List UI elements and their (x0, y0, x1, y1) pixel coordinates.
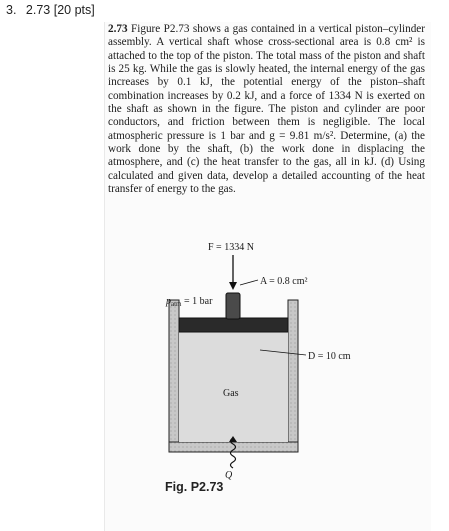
problem-number: 2.73 (108, 23, 132, 35)
force-arrow (229, 255, 237, 290)
area-label: A = 0.8 cm² (260, 276, 308, 287)
question-number: 3. (6, 3, 17, 17)
patm-label: $p_{atm} = 1$ bar (166, 296, 213, 308)
diameter-label: D = 10 cm (308, 351, 351, 362)
question-title: 2.73 [20 pts] (25, 3, 95, 17)
gas-region (179, 332, 288, 442)
force-label: F = 1334 N (208, 242, 254, 253)
area-leader (240, 280, 258, 285)
question-header (6, 3, 95, 17)
shaft (226, 293, 240, 319)
piston-cylinder-figure (150, 238, 430, 483)
heat-label: Q (225, 470, 233, 481)
piston (179, 318, 288, 332)
gas-label: Gas (223, 388, 239, 399)
problem-statement (108, 23, 425, 196)
problem-text: Figure P2.73 shows a gas contained in a vertical piston–cylinder assembly. A vertical shaft whose cross-sectional area is 0.8 cm² is attached to the top of the piston. The total mass of the piston and shaft is 25 kg. While the gas is slowly heated, the internal energy of the gas increases by 0.1 kJ, the potential energy of the piston–shaft combination increases by 0.2 kJ, and a force of 1334 N is exerted on the shaft as shown in the figure. The piston and cylinder are poor conductors, and friction between them is negligible. The local atmospheric pressure is 1 bar and g = 9.81 m/s². Determine, (a) the work done by the shaft, (b) the work done in displacing the atmosphere, and (c) the heat transfer to the gas, all in kJ. (d) Using calculated and given data, develop a detailed accounting of the heat transfer of energy to the gas. (108, 23, 425, 196)
figure-caption: Fig. P2.73 (165, 480, 224, 494)
